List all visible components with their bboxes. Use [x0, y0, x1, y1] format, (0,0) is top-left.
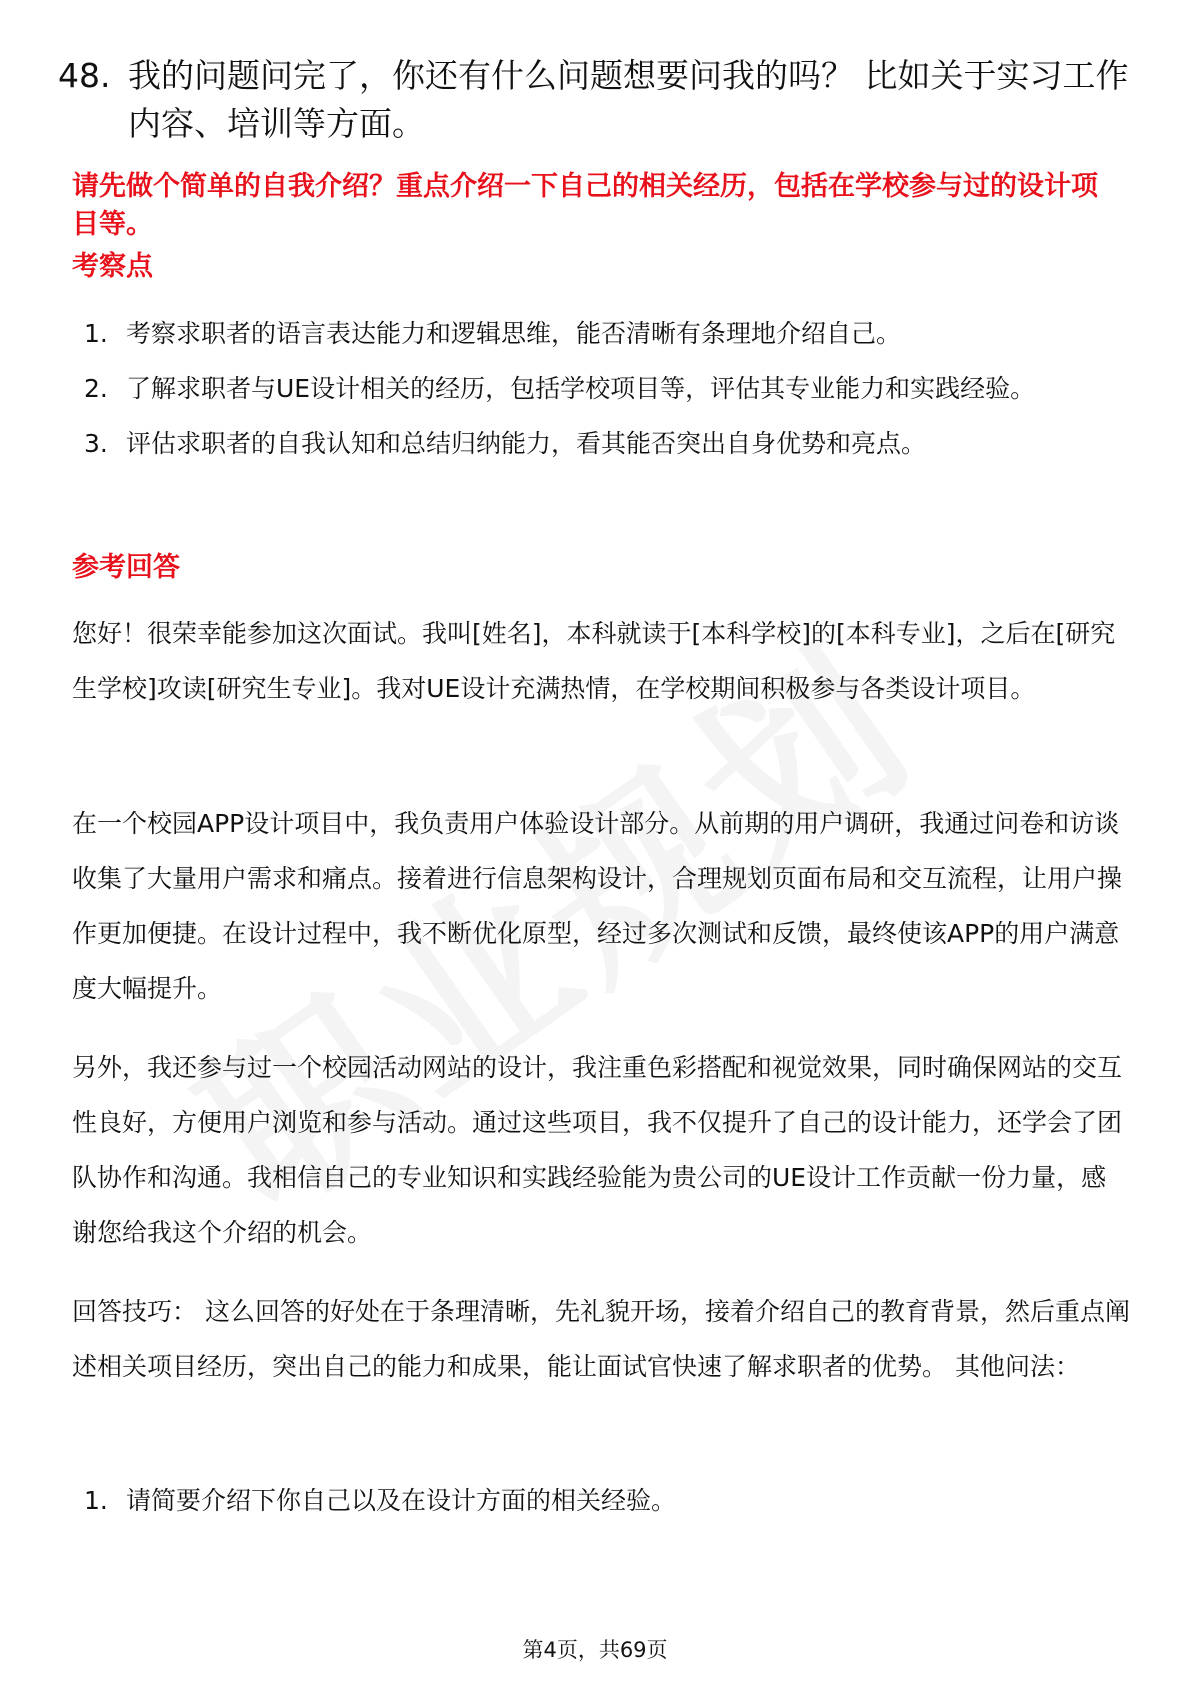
question-text: 我的问题问完了，你还有什么问题想要问我的吗？ 比如关于实习工作内容、培训等方面。 — [128, 56, 1129, 143]
list-item-number: 1. — [84, 1486, 108, 1515]
answer-paragraph: 在一个校园APP设计项目中，我负责用户体验设计部分。从前期的用户调研，我通过问卷和访谈收集了大量用户需求和痛点。接着进行信息架构设计，合理规划页面布局和交互流程，让用户操作更加便捷。在设计过程中，我不断优化原型，经过多次测试和反馈，最终使该APP的用户满意度大幅提升。 — [72, 809, 1123, 1003]
list-item-text: 了解求职者与UE设计相关的经历，包括学校项目等，评估其专业能力和实践经验。 — [126, 374, 1036, 403]
list-item — [72, 306, 1132, 361]
list-item — [72, 361, 1132, 416]
list-item-number: 3. — [84, 429, 108, 458]
answer-paragraph: 您好！很荣幸能参加这次面试。我叫[姓名]，本科就读于[本科学校]的[本科专业]，之后在[研究生学校]攻读[研究生专业]。我对UE设计充满热情，在学校期间积极参与各类设计项目。 — [72, 619, 1116, 703]
list-item-text: 考察求职者的语言表达能力和逻辑思维，能否清晰有条理地介绍自己。 — [126, 319, 902, 348]
featured-question: 请先做个简单的自我介绍？重点介绍一下自己的相关经历，包括在学校参与过的设计项目等。 — [72, 171, 1098, 240]
page-footer: 第4页，共69页 — [522, 1638, 668, 1662]
answer-paragraph: 另外，我还参与过一个校园活动网站的设计，我注重色彩搭配和视觉效果，同时确保网站的交互性良好，方便用户浏览和参与活动。通过这些项目，我不仅提升了自己的设计能力，还学会了团队协作和沟通。我相信自己的专业知识和实践经验能为贵公司的UE设计工作贡献一份力量，感谢您给我这个介绍的机会。 — [72, 1053, 1123, 1247]
question-number: 48. — [58, 56, 111, 95]
question-title — [58, 52, 1138, 148]
list-item-text: 评估求职者的自我认知和总结归纳能力，看其能否突出自身优势和亮点。 — [126, 429, 927, 458]
list-item — [72, 1473, 1132, 1528]
list-item-text: 请简要介绍下你自己以及在设计方面的相关经验。 — [126, 1486, 677, 1515]
answer-tips-paragraph: 回答技巧： 这么回答的好处在于条理清晰，先礼貌开场，接着介绍自己的教育背景，然后重点阐述相关项目经历，突出自己的能力和成果，能让面试官快速了解求职者的优势。 其他问法： — [72, 1297, 1130, 1381]
other-questions-list — [72, 1473, 1132, 1528]
list-item-number: 1. — [84, 319, 108, 348]
assessment-list — [72, 306, 1132, 471]
list-item-number: 2. — [84, 374, 108, 403]
list-item — [72, 416, 1132, 471]
assessment-heading: 考察点 — [72, 251, 153, 282]
reference-heading: 参考回答 — [72, 552, 180, 583]
